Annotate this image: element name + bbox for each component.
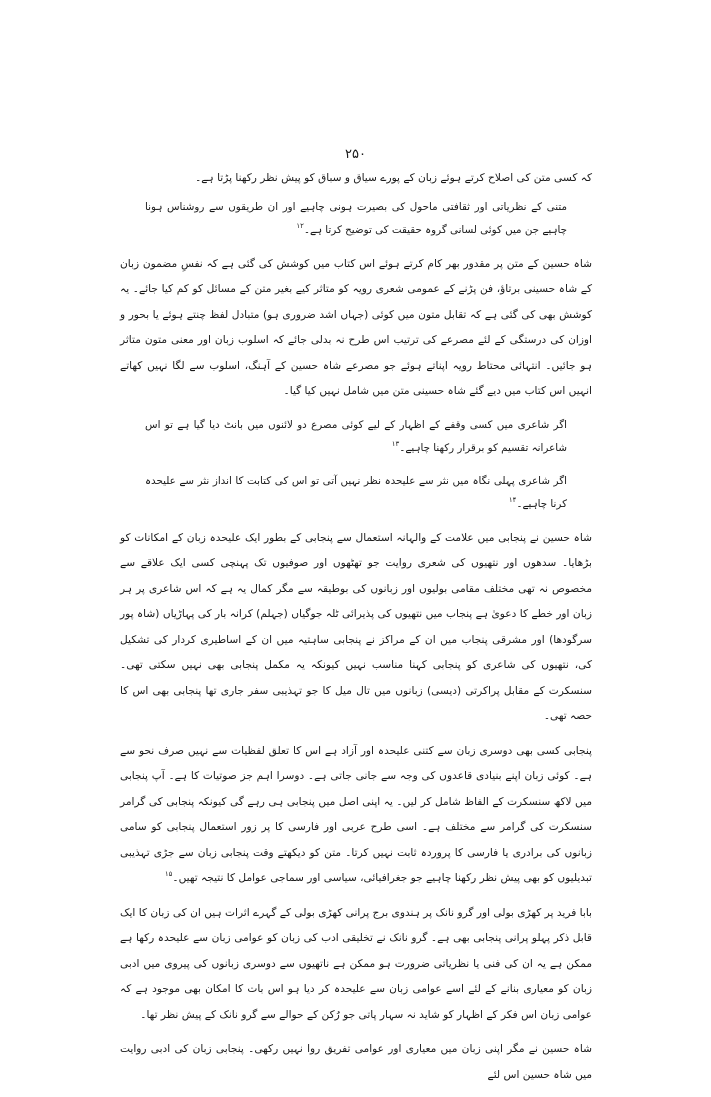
quote-text: اگر شاعری پہلی نگاہ میں نثر سے علیحدہ نظر نہیں آتی تو اس کی کتابت کا انداز نثر سے علیحدہ کرنا چاہیے۔	[145, 474, 567, 510]
block-quote	[145, 470, 567, 517]
page-body	[120, 166, 592, 1097]
block-quote	[145, 414, 567, 461]
paragraph	[120, 901, 592, 1029]
paragraph-text: شاہ حسین کے متن پر مقدور بھر کام کرتے ہوئے اس کتاب میں کوشش کی گئی ہے کہ نفسِ مضمون زبان کے شاہ حسینی برتاؤ، فن پڑنے کے عمومی شعری رویہ کو متاثر کیے بغیر متن کے مسائل کو کم کیا جائے۔ یہ کوشش بھی کی گئی ہے کہ تقابل متون میں کوئی (جہاں اشد ضروری ہو) متبادل لفظ چنتے ہوئے یا بحور و اوزان کی درستگی کے لئے مصرعے کی ترتیب اس طرح نہ بدلی جائے کہ اسلوب زبان اور معنی متون متاثر ہو جائیں۔ انتہائی محتاط رویہ اپناتے ہوئے جو مصرعے شاہ حسین کے آہنگ، اسلوب سے لگا نہیں کھاتے انہیں اس کتاب میں دیے گئے شاہ حسینی متن میں شامل نہیں کیا گیا۔	[120, 257, 592, 397]
paragraph-text: کہ کسی متن کی اصلاح کرتے ہوئے زبان کے پورے سیاق و سباق کو پیش نظر رکھنا پڑتا ہے۔	[195, 172, 592, 184]
block-quote	[145, 196, 567, 243]
paragraph	[120, 526, 592, 730]
footnote-marker: ۱۵	[164, 870, 173, 878]
quote-text: اگر شاعری میں کسی وقفے کے اظہار کے لیے کوئی مصرع دو لائنوں میں بانٹ دیا گیا ہے تو اس شاعرانہ تقسیم کو برقرار رکھنا چاہیے۔	[145, 418, 567, 454]
footnote-marker: ۱۲	[296, 222, 304, 230]
footnote-marker: ۱۳	[391, 440, 400, 448]
page-number: ۲۵۰	[345, 147, 366, 162]
paragraph-text: شاہ حسین نے مگر اپنی زبان میں معیاری اور عوامی تفریق روا نہیں رکھی۔ پنجابی زبان کی ادبی روایت میں شاہ حسین اس لئے	[120, 1043, 592, 1081]
paragraph	[120, 252, 592, 405]
paragraph	[120, 1037, 592, 1088]
paragraph	[120, 166, 592, 192]
paragraph-text: بابا فرید پر کھڑی بولی اور گرو نانک پر ہندوی برج پرانی کھڑی بولی کے گہرے اثرات ہیں ان کی زبان کا ایک قابل ذکر پہلو پرانی پنجابی بھی ہے۔ گرو نانک نے تخلیقی ادب کی زبان کو عوامی زبان سے علیحدہ رکھا ہے ممکن ہے یہ ان کی فنی یا نظریاتی ضرورت ہو ممکن ہے ناتھیوں سے دوسری زبانوں کی پیروی میں ادبی زبان کو معیاری بنانے کے لئے اسے عوامی زبان سے علیحدہ کر دیا ہو اس بات کا امکان بھی موجود ہے کہ عوامی زبان اس فکر کے اظہار کو شاید نہ سہار پاتی جو رُکن کے حوالے سے گرو نانک کے پیش نظر تھا۔	[120, 906, 592, 1021]
paragraph-text: شاہ حسین نے پنجابی میں علامت کے والہانہ استعمال سے پنجابی کے بطور ایک علیحدہ زبان کے امکانات کو بڑھایا۔ سدھوں اور نتھیوں کی شعری روایت جو تھٹھوں اور صوفیوں تک پہنچی کسی ایک علاقے سے مخصوص نہ تھی مختلف مقامی بولیوں اور زبانوں کی بوطیقہ سے مگر کمال یہ ہے کہ اس شاعری پر ہر زبان اور خطے کا دعویٰ ہے پنجاب میں نتھیوں کی پذیرائی ٹلہ جوگیاں (جہلم) کرانہ بار کی پہاڑیاں (شاہ پور سرگودھا) اور مشرقی پنجاب میں ان کے مراکز نے پنجابی ساہتیہ میں ان کے اساطیری کردار کی تشکیل کی، نتھیوں کی شاعری کو پنجابی کہنا مناسب نہیں کیونکہ یہ مکمل پنجابی بھی نہیں سکتی تھی۔ سنسکرت کے مقابل پراکرتی (دیسی) زبانوں میں تال میل کا جو تہذیبی سفر جاری تھا پنجابی بھی اس کا حصہ تھی۔	[120, 531, 592, 722]
paragraph-text: پنجابی کسی بھی دوسری زبان سے کتنی علیحدہ اور آزاد ہے اس کا تعلق لفظیات سے نہیں صرف نحو سے ہے۔ کوئی زبان اپنے بنیادی قاعدوں کی وجہ سے جانی جاتی ہے۔ دوسرا اہم جز صوتیات کا ہے۔ آپ پنجابی میں لاکھ سنسکرت کے الفاظ شامل کر لیں۔ یہ اپنی اصل میں پنجابی ہی رہے گی کیونکہ پنجابی کی گرامر سنسکرت کی گرامر سے مختلف ہے۔ اسی طرح عربی اور فارسی کا پر زور استعمال پنجابی کو سامی زبانوں کی برادری یا فارسی کا پروردہ ثابت نہیں کرتا۔ متن کو دیکھتے وقت پنجابی زبان سے جڑی تہذیبی تبدیلیوں کو بھی پیش نظر رکھنا چاہیے جو جغرافیائی، سیاسی اور سماجی عوامل کا نتیجہ تھیں۔	[120, 744, 592, 884]
paragraph	[120, 739, 592, 892]
footnote-marker: ۱۴	[508, 496, 517, 504]
quote-text: متنی کے نظریاتی اور ثقافتی ماحول کی بصیرت ہونی چاہیے اور ان طریقوں سے روشناس ہونا چاہیے جن میں کوئی لسانی گروہ حقیقت کی توضیح کرتا ہے۔	[145, 200, 567, 236]
